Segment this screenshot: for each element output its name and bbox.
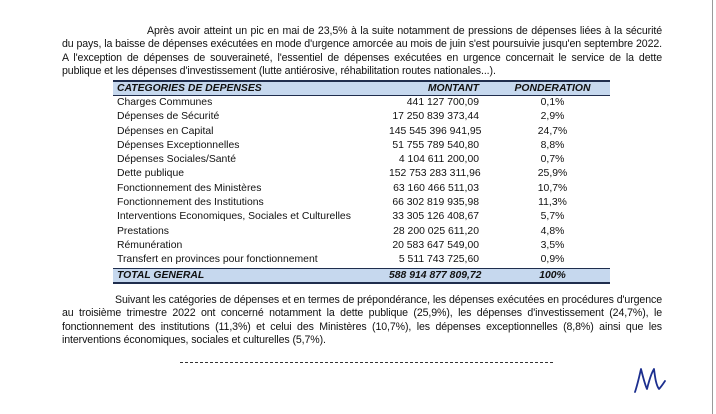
table-row [113, 225, 610, 239]
cell-amount: 63 160 466 511,03 [393, 182, 479, 194]
cell-amount: 4 104 611 200,00 [398, 154, 479, 166]
table-row [113, 153, 610, 167]
cell-category: Prestations [117, 225, 169, 237]
table-row [113, 196, 610, 210]
cell-weight: 3,5% [540, 239, 565, 251]
cell-weight: 25,9% [537, 168, 568, 180]
signature-mark [632, 365, 668, 395]
cell-category: Dépenses Exceptionnelles [117, 139, 240, 151]
cell-amount: 5 511 743 725,60 [398, 254, 479, 266]
cell-category: Dépenses en Capital [117, 125, 214, 137]
expenses-table [113, 80, 610, 284]
cell-amount: 152 753 283 311,96 [389, 168, 481, 180]
cell-weight: 5,7% [540, 211, 565, 223]
cell-amount: 145 545 396 941,95 [389, 125, 482, 137]
header-weight: PONDERATION [495, 81, 610, 96]
table-row [113, 139, 610, 153]
total-weight: 100% [495, 268, 610, 283]
cell-weight: 0,7% [540, 154, 565, 166]
cell-category: Interventions Economiques, Sociales et Culturelles [117, 211, 351, 223]
cell-amount: 17 250 839 373,44 [392, 111, 479, 123]
cell-weight: 0,9% [540, 254, 565, 266]
cell-category: Fonctionnement des Ministères [117, 182, 262, 194]
cell-category: Rémunération [117, 239, 183, 251]
cell-category: Dépenses de Sécurité [117, 111, 220, 123]
cell-amount: 441 127 700,09 [406, 97, 479, 108]
intro-paragraph: Après avoir atteint un pic en mai de 23,5% à la suite notamment de pressions de dépenses liées à la sécurité du pays, la baisse de dépenses exécutées en mode d'urgence amorcée au mois de juin s'est poursuivie jusqu'en septembre 2022. A l'exception de dépenses de souveraineté, l'essentiel de dépenses exécutées en urgence concernait le service de la dette publique et les dépenses d'investissement (lutte antiérosive, réhabilitation routes nationales...). [62, 24, 662, 78]
cell-weight: 2,9% [540, 111, 565, 123]
cell-category: Dette publique [117, 168, 185, 180]
table-header-row [113, 81, 610, 96]
cell-weight: 0,1% [540, 97, 565, 108]
cell-amount: 51 755 789 540,80 [392, 139, 479, 151]
total-label: TOTAL GENERAL [113, 268, 385, 283]
table-row [113, 239, 610, 253]
table-row [113, 167, 610, 181]
separator-line [180, 362, 553, 363]
table-row [113, 96, 610, 111]
cell-category: Charges Communes [117, 97, 213, 108]
cell-category: Dépenses Sociales/Santé [117, 154, 236, 166]
cell-amount: 20 583 647 549,00 [392, 239, 479, 251]
total-row [113, 268, 610, 283]
cell-amount: 66 302 819 935,98 [392, 197, 479, 209]
total-amount: 588 914 877 809,72 [385, 268, 495, 283]
header-category: CATEGORIES DE DEPENSES [113, 81, 385, 96]
table-row [113, 125, 610, 139]
cell-category: Fonctionnement des Institutions [117, 197, 264, 209]
table-row [113, 182, 610, 196]
cell-weight: 24,7% [537, 125, 568, 137]
table-row [113, 253, 610, 268]
cell-category: Transfert en provinces pour fonctionnement [117, 254, 318, 266]
page-edge [712, 0, 713, 414]
analysis-paragraph: Suivant les catégories de dépenses et en termes de prépondérance, les dépenses exécutées en procédures d'urgence au troisième trimestre 2022 ont concerné notamment la dette publique (25,9%), les dépenses d'investissement (24,7%), le fonctionnement des institutions (11,3%) et celui des Ministères (10,7%), les dépenses exceptionnelles (8,8%) ainsi que les interventions économiques, sociales et culturelles (5,7%). [62, 293, 662, 347]
cell-weight: 4,8% [540, 225, 565, 237]
header-amount: MONTANT [385, 81, 495, 96]
cell-amount: 33 305 126 408,67 [392, 211, 479, 223]
cell-weight: 11,3% [538, 197, 567, 209]
table-row [113, 110, 610, 124]
cell-weight: 8,8% [540, 139, 565, 151]
cell-weight: 10,7% [537, 182, 568, 194]
cell-amount: 28 200 025 611,20 [393, 225, 479, 237]
table-row [113, 210, 610, 224]
